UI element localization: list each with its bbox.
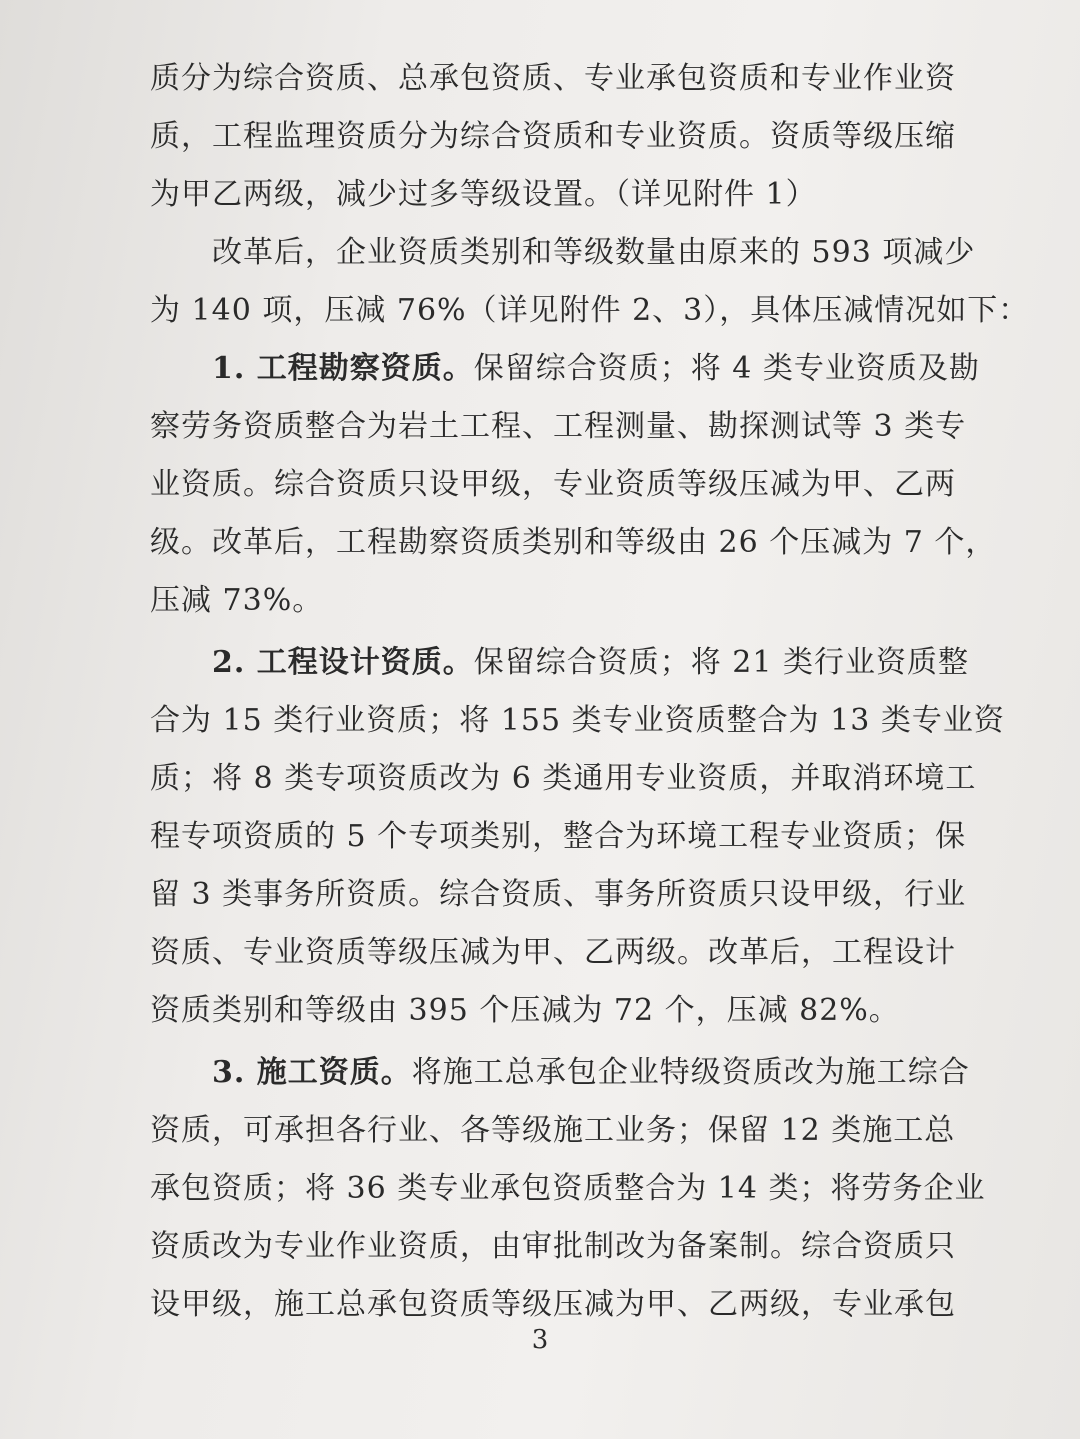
section-design [150,634,1005,1040]
text-line: 资质、专业资质等级压减为甲、乙两级。改革后，工程设计 [150,935,956,970]
text-line: 改革后，企业资质类别和等级数量由原来的 593 项减少 [212,235,976,270]
text-run: 保留综合资质；将 4 类专业资质及勘 [473,351,980,386]
text-line: 压减 73%。 [150,583,324,618]
text-line: 资质类别和等级由 395 个压减为 72 个，压减 82%。 [150,993,900,1028]
text-line: 资质改为专业作业资质，由审批制改为备案制。综合资质只 [150,1229,956,1264]
text-line: 资质，可承担各行业、各等级施工业务；保留 12 类施工总 [150,1113,956,1148]
text-line: 设甲级，施工总承包资质等级压减为甲、乙两级，专业承包 [150,1287,956,1322]
text-line: 承包资质；将 36 类专业承包资质整合为 14 类；将劳务企业 [150,1171,986,1206]
section-heading: 3. 施工资质。 [212,1055,412,1090]
text-line: 质分为综合资质、总承包资质、专业承包资质和专业作业资 [150,61,956,96]
section-first-line [150,340,980,398]
section-heading: 2. 工程设计资质。 [212,645,474,680]
text-line: 合为 15 类行业资质；将 155 类专业资质整合为 13 类专业资 [150,703,1005,738]
text-line: 质，工程监理资质分为综合资质和专业资质。资质等级压缩 [150,119,956,154]
page-number: 3 [531,1325,549,1355]
text-line: 业资质。综合资质只设甲级，专业资质等级压减为甲、乙两 [150,467,956,502]
text-run: 将施工总承包企业特级资质改为施工综合 [411,1055,970,1090]
text-line: 察劳务资质整合为岩土工程、工程测量、勘探测试等 3 类专 [150,409,967,444]
document-body [150,50,1030,1334]
text-line: 留 3 类事务所资质。综合资质、事务所资质只设甲级，行业 [150,877,967,912]
section-first-line [150,1044,970,1102]
paragraph-intro [150,50,956,224]
text-line: 为甲乙两级，减少过多等级设置。（详见附件 1） [150,177,817,212]
section-construction [150,1044,986,1334]
text-line: 级。改革后，工程勘察资质类别和等级由 26 个压减为 7 个， [150,525,997,560]
section-survey [150,340,997,630]
text-run: 保留综合资质；将 21 类行业资质整 [473,645,970,680]
text-line: 程专项资质的 5 个专项类别，整合为环境工程专业资质；保 [150,819,967,854]
section-heading: 1. 工程勘察资质。 [212,351,474,386]
text-line: 为 140 项，压减 76%（详见附件 2、3），具体压减情况如下： [150,293,1030,328]
section-first-line [150,634,970,692]
paragraph-reform [150,224,1030,340]
text-line: 质；将 8 类专项资质改为 6 类通用专业资质，并取消环境工 [150,761,977,796]
